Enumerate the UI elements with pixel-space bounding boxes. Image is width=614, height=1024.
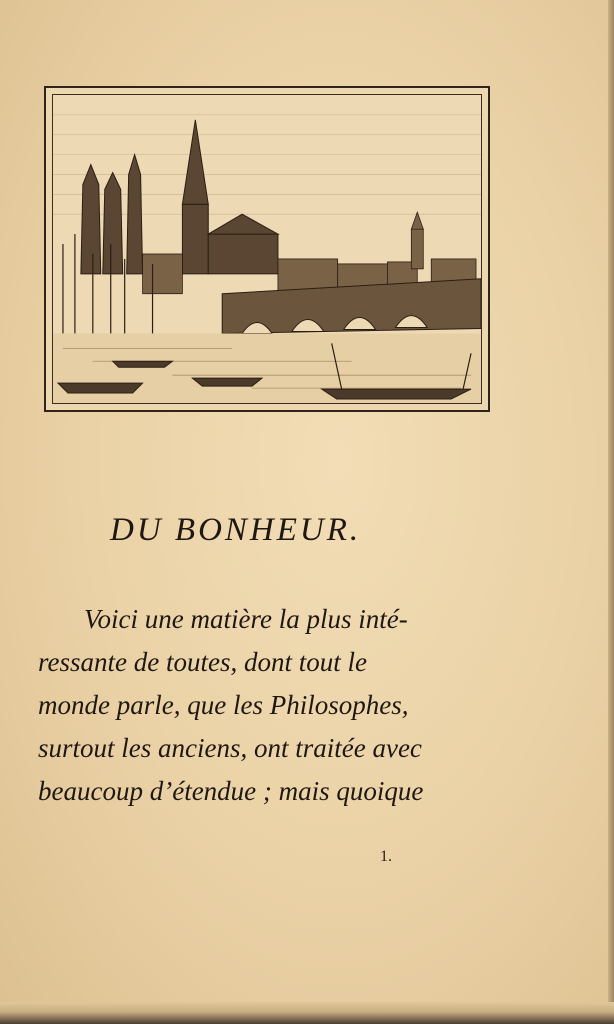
page-bottom-edge bbox=[0, 1002, 614, 1024]
text-line: surtout les anciens, ont traitée avec bbox=[38, 733, 422, 763]
page-edge bbox=[608, 0, 614, 1024]
text-line: monde parle, que les Philosophes, bbox=[38, 690, 409, 720]
chapter-title: DU BONHEUR. bbox=[110, 512, 362, 548]
text-line: ressante de toutes, dont tout le bbox=[38, 647, 367, 677]
cathedral-bridge-illustration bbox=[53, 95, 481, 403]
page-folio: 1. bbox=[380, 848, 392, 865]
text-line: Voici une matière la plus inté- bbox=[84, 604, 408, 634]
body-text bbox=[38, 598, 480, 813]
text-line: beaucoup d’étendue ; mais quoique bbox=[38, 776, 424, 806]
cityscape-engraving bbox=[44, 86, 490, 412]
